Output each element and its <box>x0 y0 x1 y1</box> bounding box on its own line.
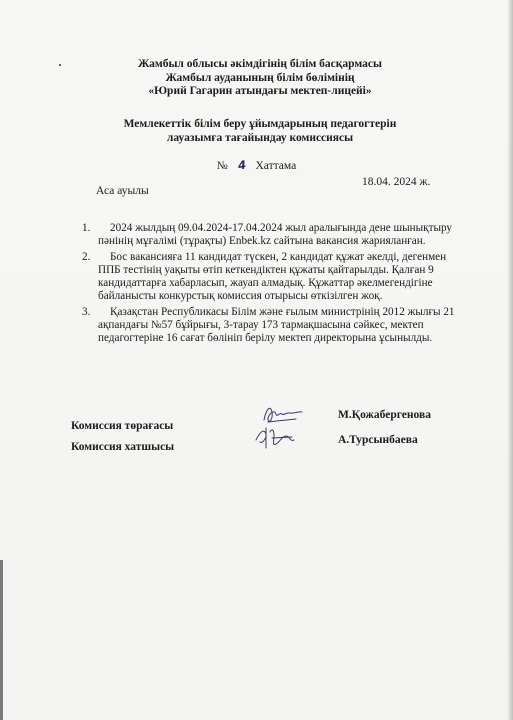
commission-line-2: лауазымға тағайындау комиссиясы <box>166 131 354 144</box>
protocol-prefix: № <box>216 160 228 172</box>
item-text-line: ППБ тестінің уақыты өтіп кеткендіктен құжаты қайтарылды. Қалған 9 <box>98 263 434 276</box>
protocol-title: Хаттама <box>255 160 297 172</box>
item-text-line: кандидаттарға хабарласып, жауап алмадық. Құжаттар әкелмегендігіне <box>98 277 433 290</box>
item-number: 3. <box>82 305 91 318</box>
scan-edge-shadow <box>507 0 513 720</box>
list-item <box>0 251 513 304</box>
handwritten-signatures <box>246 402 310 454</box>
header-line-3: «Юрий Гагарин атындағы мектеп-лицейі» <box>148 85 372 97</box>
item-text-line: пәнінің мұғалімі (тұрақты) Enbek.kz сайтына вакансия жарияланған. <box>98 235 426 248</box>
secretary-name: А.Турсынбаева <box>338 434 418 446</box>
item-text-line: педагогтеріне 16 сағат бөлініп берілу мектеп директорына ұсынылды. <box>98 332 433 345</box>
commission-line-1: Мемлекеттік білім беру ұйымдарының педагогтерін <box>123 118 397 130</box>
header-line-1: Жамбыл облысы әкімдігінің білім басқармасы <box>138 58 382 70</box>
organization-header <box>40 58 480 99</box>
list-item <box>0 222 513 249</box>
item-text-line: Қазақстан Республикасы Білім және ғылым министрінің 2012 жылғы 21 <box>110 305 455 318</box>
item-text-line: байланысты конкурстық комиссия отырысы өткізілген жоқ. <box>98 290 383 303</box>
chair-name: М.Қожабергенова <box>338 409 431 421</box>
item-text-line: 2024 жылдың 09.04.2024-17.04.2024 жыл аралығында дене шынықтыру <box>110 222 453 234</box>
scan-edge-mark <box>0 560 3 720</box>
document-place: Аса ауылы <box>96 185 149 197</box>
item-number: 1. <box>82 222 91 234</box>
header-line-2: Жамбыл ауданының білім бөлімінің <box>165 71 355 84</box>
chair-label: Комиссия төрағасы <box>71 420 174 432</box>
secretary-label: Комиссия хатшысы <box>71 441 175 453</box>
document-date: 18.04. 2024 ж. <box>362 176 431 188</box>
protocol-items <box>0 222 513 348</box>
item-text-line: Бос вакансияға 11 кандидат түскен, 2 кандидат құжат әкелді, дегенмен <box>110 250 447 263</box>
protocol-number-handwritten: 4 <box>236 157 247 173</box>
item-number: 2. <box>82 250 91 263</box>
item-text-line: ақпандағы №57 бұйрығы, 3-тарау 173 тармақшасына сәйкес, мектеп <box>98 319 424 332</box>
protocol-heading <box>0 158 513 173</box>
list-item <box>0 306 513 346</box>
commission-title <box>40 118 480 145</box>
